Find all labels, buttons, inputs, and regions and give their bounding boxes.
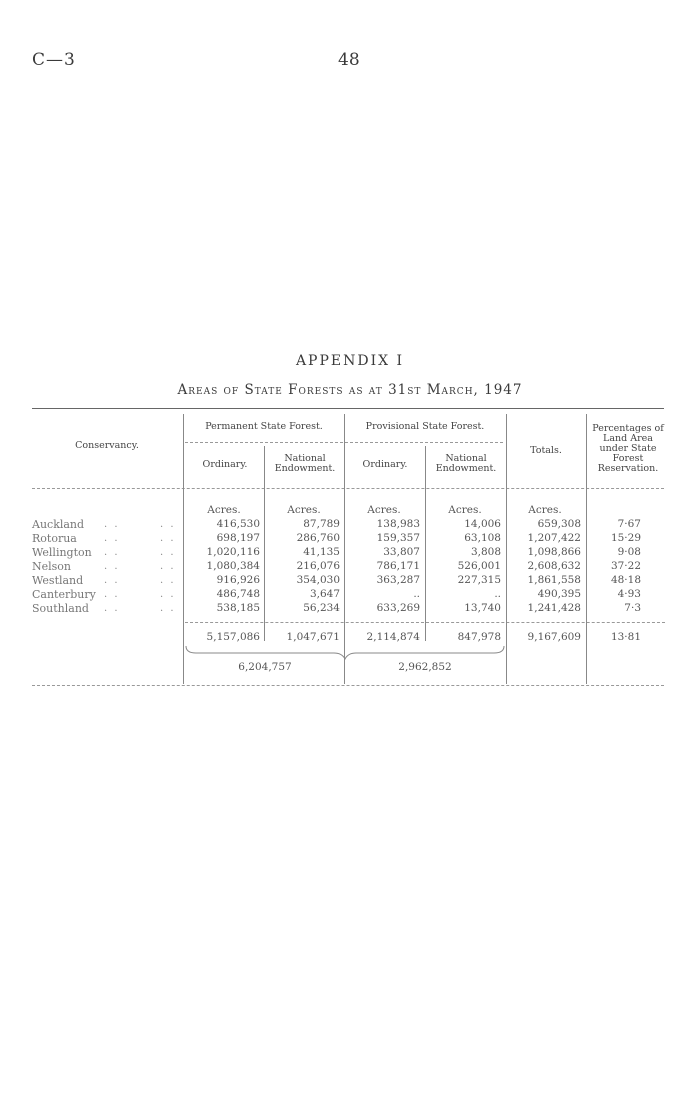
cell-prov-ne: .. [494, 588, 501, 600]
conservancy-name: Wellington [32, 546, 92, 559]
header-percentages: Percentages of Land Area under State Forest Reservation. [592, 423, 664, 474]
column-divider [344, 414, 345, 684]
cell-prov-ne: 227,315 [457, 574, 501, 586]
column-divider [425, 446, 426, 641]
conservancy-name: Canterbury [32, 588, 96, 601]
leader-dots: . . [160, 547, 176, 558]
cell-total: 659,308 [537, 518, 581, 530]
cell-pct: 7·67 [617, 518, 641, 530]
combined-braces [184, 645, 506, 661]
cell-total: 1,861,558 [527, 574, 581, 586]
unit-label: Acres. [207, 504, 241, 516]
leader-dots: . . [160, 519, 176, 530]
conservancy-name: Rotorua [32, 532, 77, 545]
cell-pct: 37·22 [610, 560, 641, 572]
cell-prov-ne: 13,740 [464, 602, 501, 614]
table-top-rule [32, 408, 664, 409]
leader-dots: . . [104, 561, 120, 572]
table-title: Areas of State Forests as at 31st March, 1947 [177, 382, 523, 398]
total-permanent-ordinary: 5,157,086 [206, 631, 260, 643]
cell-perm-ord: 698,197 [216, 532, 260, 544]
header-permanent-national-endowment: National Endowment. [274, 453, 336, 474]
cell-prov-ne: 526,001 [457, 560, 501, 572]
cell-prov-ord: 138,983 [376, 518, 420, 530]
cell-perm-ne: 41,135 [303, 546, 340, 558]
combined-provisional-total: 2,962,852 [398, 661, 452, 673]
cell-total: 1,241,428 [527, 602, 581, 614]
header-bottom-rule [32, 488, 664, 489]
combined-permanent-total: 6,204,757 [238, 661, 292, 673]
cell-prov-ne: 3,808 [470, 546, 501, 558]
grand-total: 9,167,609 [527, 631, 581, 643]
column-divider [264, 446, 265, 641]
appendix-label: APPENDIX I [295, 353, 405, 369]
page-reference: C—3 [32, 50, 76, 70]
cell-prov-ne: 63,108 [464, 532, 501, 544]
header-permanent-ordinary: Ordinary. [202, 459, 248, 470]
cell-perm-ord: 486,748 [216, 588, 260, 600]
cell-perm-ne: 216,076 [296, 560, 340, 572]
leader-dots: . . [104, 533, 120, 544]
leader-dots: . . [104, 603, 120, 614]
cell-perm-ord: 538,185 [216, 602, 260, 614]
leader-dots: . . [160, 561, 176, 572]
cell-prov-ord: 633,269 [376, 602, 420, 614]
cell-total: 2,608,632 [527, 560, 581, 572]
unit-label: Acres. [367, 504, 401, 516]
leader-dots: . . [104, 589, 120, 600]
cell-perm-ne: 354,030 [296, 574, 340, 586]
cell-total: 1,207,422 [527, 532, 581, 544]
cell-perm-ne: 87,789 [303, 518, 340, 530]
cell-perm-ord: 1,080,384 [206, 560, 260, 572]
total-provisional-national-endowment: 847,978 [457, 631, 501, 643]
leader-dots: . . [104, 519, 120, 530]
leader-dots: . . [160, 533, 176, 544]
conservancy-name: Westland [32, 574, 84, 587]
cell-prov-ne: 14,006 [464, 518, 501, 530]
cell-prov-ord: .. [413, 588, 420, 600]
conservancy-name: Nelson [32, 560, 72, 573]
header-conservancy: Conservancy. [75, 440, 139, 451]
total-percentage: 13·81 [610, 631, 641, 643]
cell-pct: 7·3 [624, 602, 641, 614]
cell-pct: 15·29 [610, 532, 641, 544]
cell-perm-ne: 56,234 [303, 602, 340, 614]
cell-perm-ord: 416,530 [216, 518, 260, 530]
cell-pct: 9·08 [617, 546, 641, 558]
unit-label: Acres. [528, 504, 562, 516]
header-provisional-forest: Provisional State Forest. [365, 421, 485, 432]
total-provisional-ordinary: 2,114,874 [366, 631, 420, 643]
cell-prov-ord: 33,807 [383, 546, 420, 558]
cell-total: 490,395 [537, 588, 581, 600]
cell-pct: 4·93 [617, 588, 641, 600]
cell-perm-ord: 1,020,116 [206, 546, 260, 558]
cell-perm-ne: 286,760 [296, 532, 340, 544]
leader-dots: . . [160, 575, 176, 586]
unit-label: Acres. [448, 504, 482, 516]
cell-prov-ord: 159,357 [376, 532, 420, 544]
header-provisional-national-endowment: National Endowment. [435, 453, 497, 474]
leader-dots: . . [104, 547, 120, 558]
conservancy-name: Southland [32, 602, 89, 615]
cell-total: 1,098,866 [527, 546, 581, 558]
conservancy-name: Auckland [32, 518, 85, 531]
unit-label: Acres. [287, 504, 321, 516]
header-totals: Totals. [530, 445, 562, 456]
table-bottom-rule [32, 685, 664, 686]
column-divider [183, 414, 184, 684]
leader-dots: . . [104, 575, 120, 586]
cell-perm-ord: 916,926 [216, 574, 260, 586]
total-permanent-national-endowment: 1,047,671 [286, 631, 340, 643]
header-permanent-forest: Permanent State Forest. [205, 421, 323, 432]
cell-prov-ord: 786,171 [376, 560, 420, 572]
header-provisional-ordinary: Ordinary. [362, 459, 408, 470]
leader-dots: . . [160, 603, 176, 614]
cell-perm-ne: 3,647 [309, 588, 340, 600]
page-number: 48 [338, 50, 360, 70]
cell-prov-ord: 363,287 [376, 574, 420, 586]
leader-dots: . . [160, 589, 176, 600]
cell-pct: 48·18 [610, 574, 641, 586]
